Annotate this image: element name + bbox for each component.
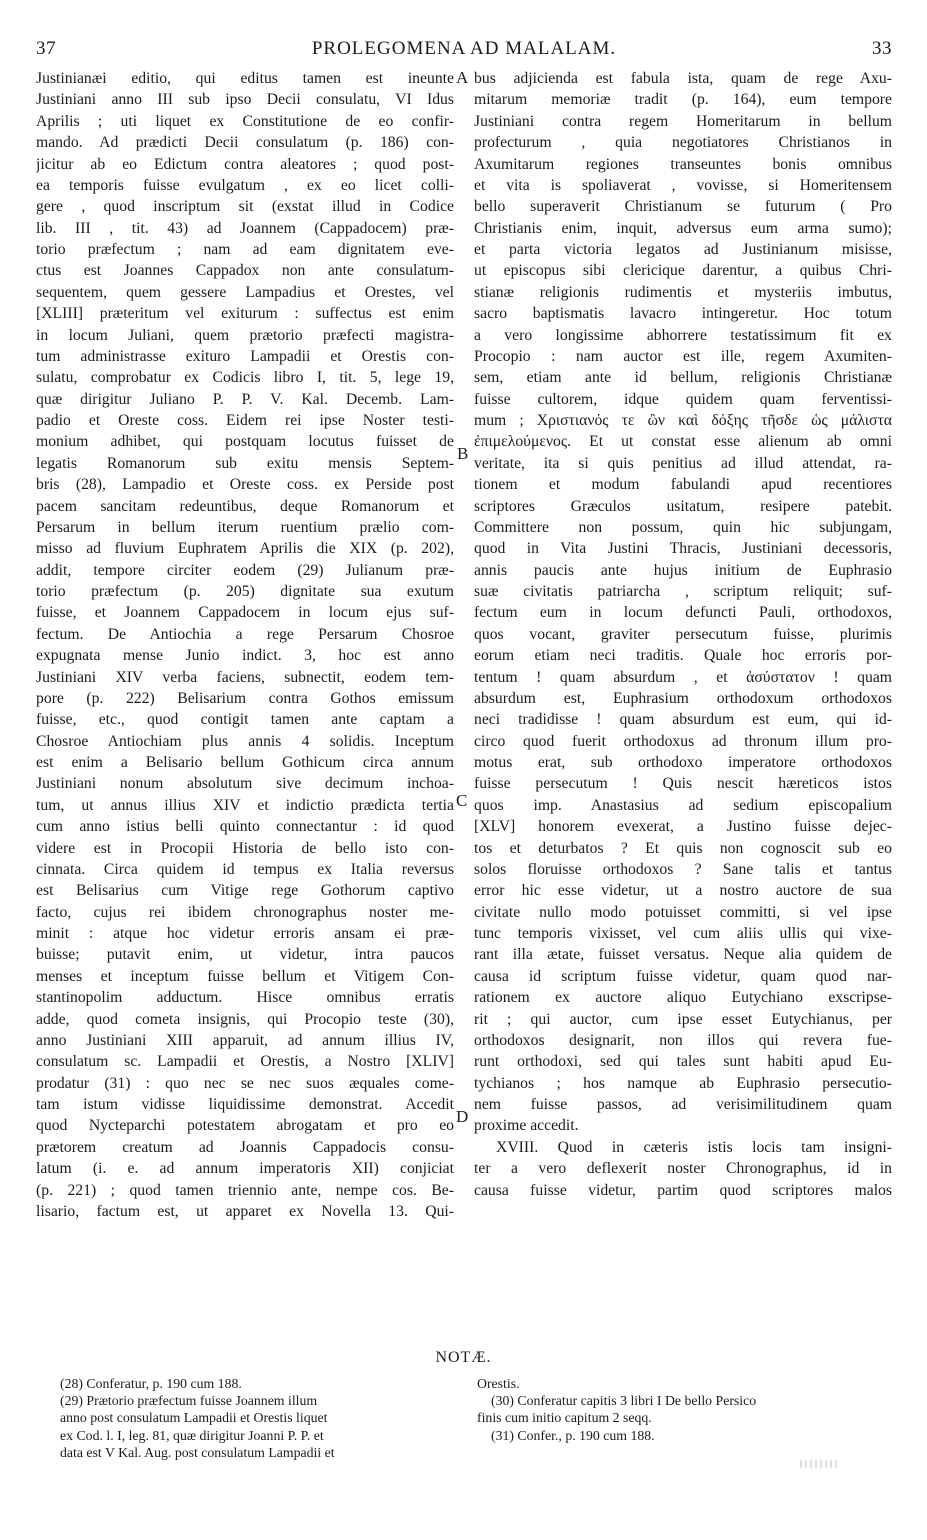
notes-left-line: data est V Kal. Aug. post consulatum Lampadii et [60,1444,335,1460]
left-column-line: buisse; putavit enim, ut videtur, intra paucos [36,946,454,964]
notes-right-line: Orestis. [477,1376,520,1391]
right-column-line: civitate nullo modo potuisset committi, si vel ipse [474,903,892,921]
left-column-line: Justiniani XIV verba faciens, subnectit, eodem tem- [36,668,454,686]
margin-letter-d: D [456,1107,469,1126]
left-column-line: Chosroe Antiochiam plus annis 4 solidis. Inceptum [36,732,454,750]
left-column-line: mando. Ad prædicti Decii consulatum (p. 186) con- [36,134,454,152]
right-column-line: proxime accedit. [474,1117,579,1135]
right-column-line: tionem et modum fabulandi apud recentiores [474,476,892,494]
right-column-line: rit ; qui auctor, cum ipse esset Eutychianus, per [474,1010,892,1028]
print-smudge [800,1460,840,1468]
left-column-line: Justinianæi editio, qui editus tamen est ineunte [36,70,454,87]
left-column-line: consulatum sc. Lampadii et Orestis, a Nostro [XLIV] [36,1053,454,1071]
left-column-line: tam istum vidisse liquidissime demonstrat. Accedit [36,1096,454,1113]
right-column-line: circo quod fuerit orthodoxus ad thronum illum pro- [474,732,892,750]
notes-left-line: (28) Conferatur, p. 190 cum 188. [60,1376,242,1391]
right-column-line: rationem ex auctore aliquo Eutychiano exscripse- [474,989,892,1007]
right-column-line: tychianos ; hos namque ab Euphrasio persecutio- [474,1074,892,1092]
left-column-line: tum administrasse exituro Lampadii et Orestis con- [36,347,454,365]
left-column-line: torio præfectum ; nam ad eam dignitatem eve- [36,241,454,258]
right-column-line: tentum ! quam absurdum , et ἀσύστατον ! quam [474,668,892,686]
right-column-line: causa id scriptum fuisse videtur, quam quod nar- [474,967,892,985]
right-column-line: Justiniani contra regem Homeritarum in bellum [474,112,892,130]
left-column-line: padio et Oreste coss. Eidem rei ipse Noster testi- [36,412,454,429]
left-column-line: expugnata mense Junio indict. 3, hoc est anno [36,647,454,665]
left-column-line: ctus est Joannes Cappadox non ante consulatum- [36,262,454,280]
right-column-line: eorum etiam neci traditis. Quale hoc erroris por- [474,647,892,665]
left-column-line: adde, quod cometa insignis, qui Procopio teste (30), [36,1010,454,1028]
right-column-line: [XLV] honorem evexerat, a Justino fuisse dejec- [474,818,892,836]
notes-heading: NOTÆ. [435,1349,492,1366]
right-text-column [474,68,892,1201]
right-column-line: Axumitarum regiones transeuntes bonis omnibus [474,155,892,173]
left-column-line: bris (28), Lampadio et Oreste coss. ex Perside post [36,476,454,494]
right-column-line: absurdum est, Euphrasium orthodoxum orthodoxos [474,689,892,707]
right-column-line: bus adjicienda est fabula ista, quam de rege Axu- [474,70,892,87]
left-column-line: Justiniani anno III sub ipso Decii consulatu, VI Idus [36,91,454,109]
page-number-left: 37 [36,38,56,59]
right-column-line: tos et deturbatos ? Et quis non cognoscit sub eo [474,839,892,857]
notes-right-line: (30) Conferatur capitis 3 libri I De bello Persico [491,1393,757,1409]
right-column-line: mum ; Χριστιανός τε ὢν καὶ δόξης τῆσδε ὡς μάλιστα [474,412,892,429]
left-column-line: misso ad fluvium Euphratem Aprilis die XIX (p. 202), [36,540,454,558]
right-column-line: sem, etiam ante id bellum, religionis Christianæ [474,369,892,387]
right-column-line: fuisse persecutum ! Quis nescit hæreticos istos [474,775,892,793]
left-column-line: fuisse, et Joannem Cappadocem in locum ejus suf- [36,604,454,622]
left-column-line: lib. III , tit. 43) ad Joannem (Cappadocem) præ- [36,219,454,237]
right-column-line: neci tradidisse ! quam absurdum est eum, qui id- [474,711,892,729]
left-column-line: facto, cujus rei ibidem chronographus noster me- [36,903,454,921]
left-column-line: prodatur (31) : quo nec se nec suos æquales come- [36,1074,454,1092]
notes-left-line: anno post consulatum Lampadii et Orestis liquet [60,1410,328,1426]
right-column-line: veritate, ita si quis penitius ad illud attendat, ra- [474,454,892,472]
left-column-line: Persarum in bellum iterum ruentium prælio com- [36,518,454,536]
footnotes-left [60,1375,454,1461]
left-column-line: ea temporis fuisse evulgatum , ex eo licet colli- [36,176,454,194]
left-text-column [36,68,454,1222]
right-column-line: orthodoxos designarit, non illos qui revera fue- [474,1031,892,1049]
left-column-line: in locum Juliani, quem prætorio præfecti magistra- [36,326,454,344]
right-column-line: fuisse cultorem, idque quidem quam ferventissi- [474,390,892,408]
left-column-line: sequentem, quem gessere Lampadius et Orestes, vel [36,283,454,301]
left-column-line: tum, ut annus illius XIV et indictio prædicta tertia [36,796,454,814]
margin-letter-c: C [456,791,468,810]
right-column-line: et vita is spoliaverat , vovisse, si Homeritensem [474,176,892,194]
left-column-line: Aprilis ; uti liquet ex Constitutione de eo confir- [36,112,454,130]
right-column-line: runt orthodoxi, sed qui tales sunt habiti apud Eu- [474,1053,892,1071]
right-column-line: ut episcopus sibi clericique darentur, a quibus Chri- [474,262,892,280]
right-column-line: error hic esse videtur, ut a nostro auctore de sua [474,882,892,900]
right-column-line: ἐπιμελούμενος. Et ut constat esse alienum ab omni [474,433,892,451]
left-column-line: latum (i. e. ad annum imperatoris XII) conjiciat [36,1160,454,1178]
left-column-line: (p. 221) ; quod tamen triennio ante, nempe cos. Be- [36,1181,454,1199]
left-column-line: lisario, factum est, ut apparet ex Novella 13. Qui- [36,1202,454,1220]
right-column-line: annis paucis ante hujus initium de Euphrasio [474,561,892,579]
right-column-line: fectum eum in locum defuncti Pauli, orthodoxos, [474,604,892,622]
right-column-line: mitarum memoriæ tradit (p. 164), eum tempore [474,91,892,109]
left-column-line: videre est in Procopii Historia de bello isto con- [36,839,454,857]
left-column-line: prætorem creatum ad Joannis Cappadocis consu- [36,1138,454,1156]
left-column-line: monium adhibet, qui postquam locutus fuisset de [36,433,454,451]
left-column-line: fuisse, etc., quod contigit tamen ante captam a [36,711,454,729]
left-column-line: menses et inceptum fuisse bellum et Vitigem Con- [36,967,454,985]
left-column-line: pacem sancitam redeuntibus, deque Romanorum et [36,497,454,515]
right-column-line: causa fuisse videtur, partim quod scriptores malos [474,1181,892,1199]
left-column-line: est enim a Belisario bellum Gothicum circa annum [36,754,454,771]
left-column-line: legatis Romanorum sub exitu mensis Septem- [36,454,454,472]
notes-left-line: ex Cod. l. I, leg. 81, quæ dirigitur Joanni P. P. et [60,1427,324,1443]
right-column-line: profecturum , quia negotiatores Christianos in [474,134,892,152]
right-column-line: suæ civitatis patriarcha , scriptum reliquit; suf- [474,583,892,600]
right-column-line: tunc temporis vixisset, vel cum aliis ullis qui vixe- [474,925,892,942]
left-column-line: [XLIII] præteritum vel exiturum : suffectus est enim [36,305,454,323]
right-column-line: stianæ religionis rudimentis et mysteriis imbutus, [474,283,892,301]
right-column-line: Committere non possum, quin hic subjungam, [474,518,892,536]
right-column-line: a vero longissime abhorrere testatissimum fit ex [474,326,892,344]
left-column-line: anno Justiniani XIII apparuit, ad annum illius IV, [36,1031,454,1049]
notes-right-line: finis cum initio capitum 2 seqq. [477,1410,652,1426]
right-column-line: rant illa ætate, fuisset versatus. Neque alia quidem de [474,946,892,964]
left-column-line: minit : atque hoc videtur erroris ansam ei præ- [36,925,454,942]
left-column-line: est Belisarius cum Vitige rege Gothorum captivo [36,882,454,900]
right-column-line: motus erat, sub orthodoxo imperatore orthodoxos [474,754,892,771]
margin-letter-b: B [457,444,469,463]
right-column-line: solos floruisse orthodoxos ? Sane talis et tantus [474,860,892,878]
left-column-line: pore (p. 222) Belisarium contra Gothos emissum [36,689,454,707]
left-column-line: Justiniani nonum absolutum sive decimum inchoa- [36,775,454,793]
left-column-line: jicitur ab eo Edictum contra aleatores ; quod post- [36,155,454,173]
notes-left-line: (29) Prætorio præfectum fuisse Joannem illum [60,1393,318,1409]
margin-letter-a: A [456,68,469,87]
page-number-right: 33 [872,38,892,59]
right-column-line: ter a vero deflexerit noster Chronographus, id in [474,1160,892,1178]
right-column-line: quos vocant, graviter persecutum fuisse, plurimis [474,625,892,643]
left-column-line: cinnata. Circa quidem id tempus ex Italia reversus [36,860,454,878]
left-column-line: addit, tempore circiter eodem (29) Julianum præ- [36,561,454,579]
right-column-line: et parta victoria legatos ad Justinianum misisse, [474,241,892,258]
left-column-line: quæ dirigitur Juliano P. P. V. Kal. Decemb. Lam- [36,390,454,408]
right-column-line: Procopio : nam auctor est ille, regem Axumiten- [474,347,892,365]
left-column-line: cum anno istius belli quinto connectantur : id quod [36,818,454,836]
right-column-line: sacro baptismatis lavacro intingeretur. Hoc totum [474,305,892,323]
left-column-line: torio præfectum (p. 205) dignitate sua exutum [36,583,454,600]
right-column-line: bello superaverit Christianum se futurum ( Pro [474,198,892,216]
left-column-line: gere , quod inscriptum sit (exstat illud in Codice [36,198,454,216]
right-column-line: scriptores Græculos usitatum, resipere patebit. [474,497,892,515]
right-column-line: quod in Vita Justini Thracis, Justiniani decessoris, [474,540,892,558]
running-header [36,38,892,64]
right-column-line: quos imp. Anastasius ad sedium episcopalium [474,796,892,814]
right-column-line: Christianis enim, inquit, adversus eum arma sumo); [474,219,892,237]
footnotes-right [477,1375,892,1444]
running-title: PROLEGOMENA AD MALALAM. [311,38,617,59]
left-column-line: quod Nycteparchi potestatem abrogatam et pro eo [36,1117,454,1135]
left-column-line: sulatu, comprobatur ex Codicis libro I, tit. 5, lege 19, [36,369,454,387]
left-column-line: fectum. De Antiochia a rege Persarum Chosroe [36,625,454,643]
right-column-line: XVIII. Quod in cæteris istis locis tam insigni- [496,1138,892,1156]
right-column-line: nem fuisse passos, ad verisimilitudinem quam [474,1096,892,1113]
notes-right-line: (31) Confer., p. 190 cum 188. [491,1427,655,1443]
left-column-line: stantinopolim adductum. Hisce omnibus erratis [36,989,454,1007]
